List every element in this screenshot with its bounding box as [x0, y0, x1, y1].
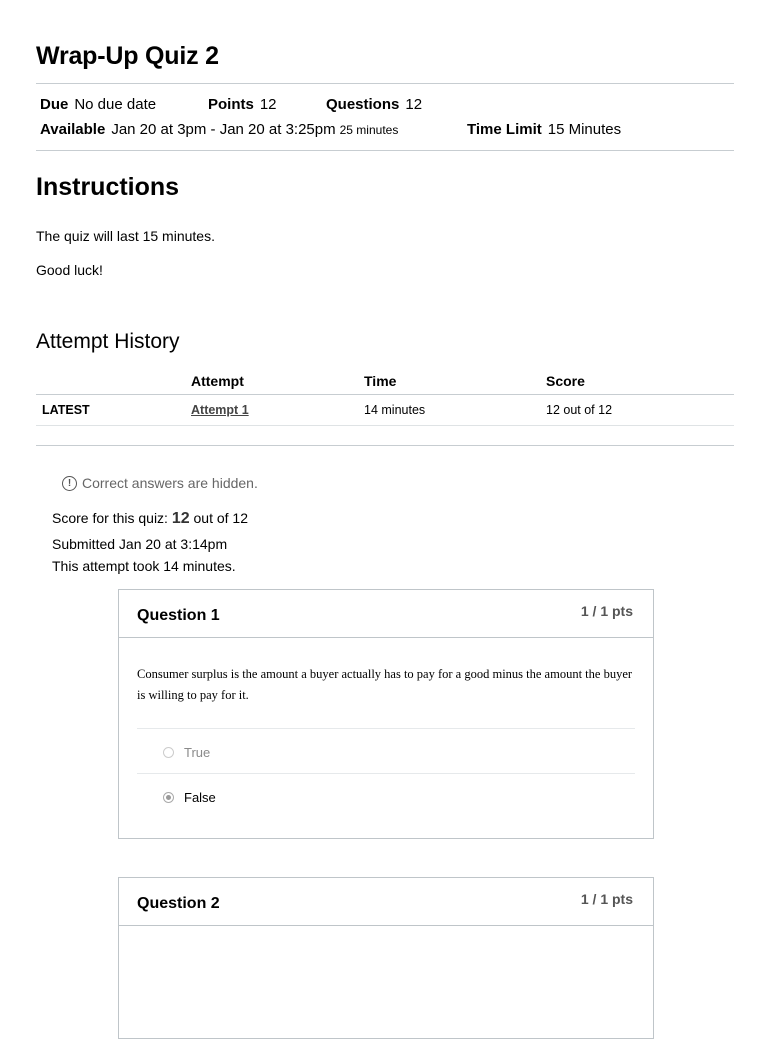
answer-divider: [137, 773, 635, 774]
answers-hidden-notice: [62, 475, 258, 491]
answer-divider: [137, 728, 635, 729]
attempt-duration-text: This attempt took 14 minutes.: [52, 558, 236, 574]
column-header-time: Time: [364, 373, 397, 389]
answer-option-true[interactable]: [163, 745, 210, 760]
submitted-text: Submitted Jan 20 at 3:14pm: [52, 536, 228, 552]
available-duration: 25 minutes: [339, 123, 399, 137]
column-header-score: Score: [546, 373, 585, 389]
due-label: Due: [40, 96, 69, 113]
question-title: Question 2: [137, 895, 220, 912]
available-value: Jan 20 at 3pm - Jan 20 at 3:25pm: [111, 121, 336, 138]
time-limit-value: 15 Minutes: [547, 121, 622, 138]
info-circle-icon: !: [62, 476, 77, 491]
question-points: 1 / 1 pts: [580, 603, 633, 619]
instructions-line: Good luck!: [36, 262, 103, 278]
question-header: [119, 878, 653, 926]
divider: [36, 83, 734, 84]
attempt-cell: [191, 403, 249, 417]
answer-label: True: [184, 745, 211, 760]
question-title: Question 1: [137, 607, 220, 624]
radio-selected-icon[interactable]: [163, 792, 174, 803]
points-value: 12: [259, 96, 277, 113]
quiz-score-line: [52, 510, 248, 528]
available-label: Available: [40, 121, 106, 138]
questions-detail: [326, 96, 422, 113]
time-limit-detail: [467, 121, 621, 138]
questions-label: Questions: [326, 96, 400, 113]
score-suffix: out of 12: [193, 510, 249, 526]
score-prefix: Score for this quiz:: [52, 510, 168, 526]
question-card: [118, 877, 654, 1039]
question-card: [118, 589, 654, 839]
divider: [36, 150, 734, 151]
page-title: Wrap-Up Quiz 2: [36, 42, 219, 70]
questions-value: 12: [405, 96, 423, 113]
time-cell: 14 minutes: [364, 403, 426, 417]
answer-option-false[interactable]: [163, 790, 216, 805]
question-points: 1 / 1 pts: [580, 891, 633, 907]
points-detail: [208, 96, 277, 113]
attempt-history-heading: Attempt History: [36, 330, 180, 353]
attempt-link[interactable]: Attempt 1: [191, 403, 249, 417]
instructions-line: The quiz will last 15 minutes.: [36, 228, 215, 244]
available-detail: [40, 121, 398, 138]
column-header-attempt: Attempt: [191, 373, 244, 389]
divider: [36, 445, 734, 446]
radio-unselected-icon[interactable]: [163, 747, 174, 758]
time-limit-label: Time Limit: [467, 121, 542, 138]
score-cell: 12 out of 12: [546, 403, 613, 417]
question-header: [119, 590, 653, 638]
latest-tag: LATEST: [42, 403, 90, 417]
instructions-heading: Instructions: [36, 173, 180, 201]
notice-text: Correct answers are hidden.: [82, 475, 258, 491]
table-divider: [36, 425, 734, 426]
points-label: Points: [208, 96, 254, 113]
question-text: Consumer surplus is the amount a buyer actually has to pay for a good minus the amount the buyer is willing to pay for it.: [137, 667, 633, 702]
due-detail: [40, 96, 156, 113]
answer-label: False: [184, 790, 216, 805]
score-value: 12: [171, 510, 190, 527]
due-value: No due date: [74, 96, 157, 113]
table-divider: [36, 394, 734, 395]
